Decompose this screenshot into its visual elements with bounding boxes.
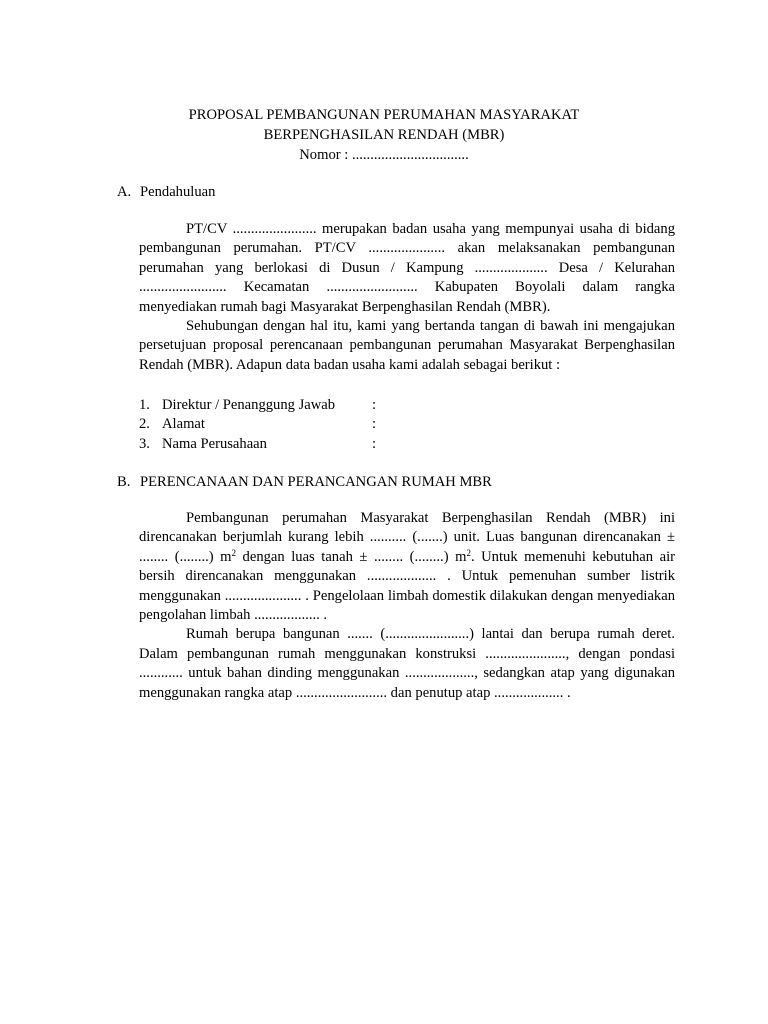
- document-number-line: Nomor : ................................: [299, 147, 469, 163]
- document-title-line1: PROPOSAL PEMBANGUNAN PERUMAHAN MASYARAKAT: [188, 107, 580, 123]
- section-b-paragraph-1-text-a: Pembangunan perumahan Masyarakat Berpenghasilan Rendah (MBR) ini direncanakan berjumlah kurang lebih .......... (.......) unit. Luas bangunan direncanakan ± ........ (........) m: [139, 510, 675, 565]
- section-a-heading: [117, 183, 677, 202]
- section-a-title: Pendahuluan: [140, 184, 216, 200]
- list-item-colon: :: [372, 435, 377, 452]
- list-item: [139, 415, 439, 434]
- superscript-2: 2: [231, 547, 237, 558]
- list-item: [139, 435, 439, 454]
- section-b-paragraph-1-text-b: dengan luas tanah ± ........ (........) m: [236, 548, 467, 565]
- section-a-paragraph-2: [139, 317, 675, 375]
- section-b-paragraph-1-text-c: . Untuk memenuhi kebutuhan air bersih direncanakan menggunakan ................... . Untuk pemenuhan sumber listrik menggunakan ..................... . Pengelolaan limbah domestik dilakukan dengan menyediakan pengolahan limbah .................. .: [139, 548, 675, 624]
- section-a-paragraph-1-text: PT/CV ....................... merupakan badan usaha yang mempunyai usaha di bidang pembangunan perumahan. PT/CV ..................... akan melaksanakan pembangunan perumahan yang berlokasi di Dusun / Kampung .................... Desa / Kelurahan ........................ Kecamatan ......................... Kabupaten Boyolali dalam rangka menyediakan rumah bagi Masyarakat Berpenghasilan Rendah (MBR).: [139, 221, 675, 315]
- section-a-paragraph-2-text: Sehubungan dengan hal itu, kami yang bertanda tangan di bawah ini mengajukan persetujuan proposal perencanaan pembangunan perumahan Masyarakat Berpenghasilan Rendah (MBR). Adapun data badan usaha kami adalah sebagai berikut :: [139, 318, 675, 373]
- list-item-label: Alamat: [162, 416, 205, 433]
- section-b-number: B.: [117, 474, 131, 490]
- section-b-paragraph-2-text: Rumah berupa bangunan ....... (.......................) lantai dan berupa rumah deret. Dalam pembangunan rumah menggunakan konstruksi ......................, dengan pondasi ............ untuk bahan dinding menggunakan ..................., sedangkan atap yang digunakan menggunakan rangka atap ......................... dan penutup atap ................... .: [139, 626, 675, 701]
- section-a-number: A.: [117, 184, 132, 200]
- list-item-colon: :: [372, 416, 377, 433]
- section-b-title: PERENCANAAN DAN PERANCANGAN RUMAH MBR: [140, 474, 492, 490]
- company-data-list: [139, 396, 439, 454]
- section-b-paragraph-2: [139, 625, 675, 703]
- list-item-number: 3.: [139, 435, 150, 452]
- list-item-number: 1.: [139, 397, 150, 413]
- section-b-paragraph-1: [139, 509, 675, 625]
- list-item: [139, 396, 439, 415]
- document-title-line2: BERPENGHASILAN RENDAH (MBR): [263, 127, 505, 143]
- list-item-colon: :: [372, 397, 377, 413]
- section-a-body: [139, 220, 675, 375]
- section-b-heading: [117, 473, 677, 492]
- list-item-number: 2.: [139, 416, 150, 433]
- section-b-body: [139, 509, 675, 703]
- superscript-2: 2: [466, 547, 471, 558]
- list-item-label: Nama Perusahaan: [162, 435, 267, 452]
- list-item-label: Direktur / Penanggung Jawab: [162, 397, 336, 413]
- section-a-paragraph-1: [139, 220, 675, 317]
